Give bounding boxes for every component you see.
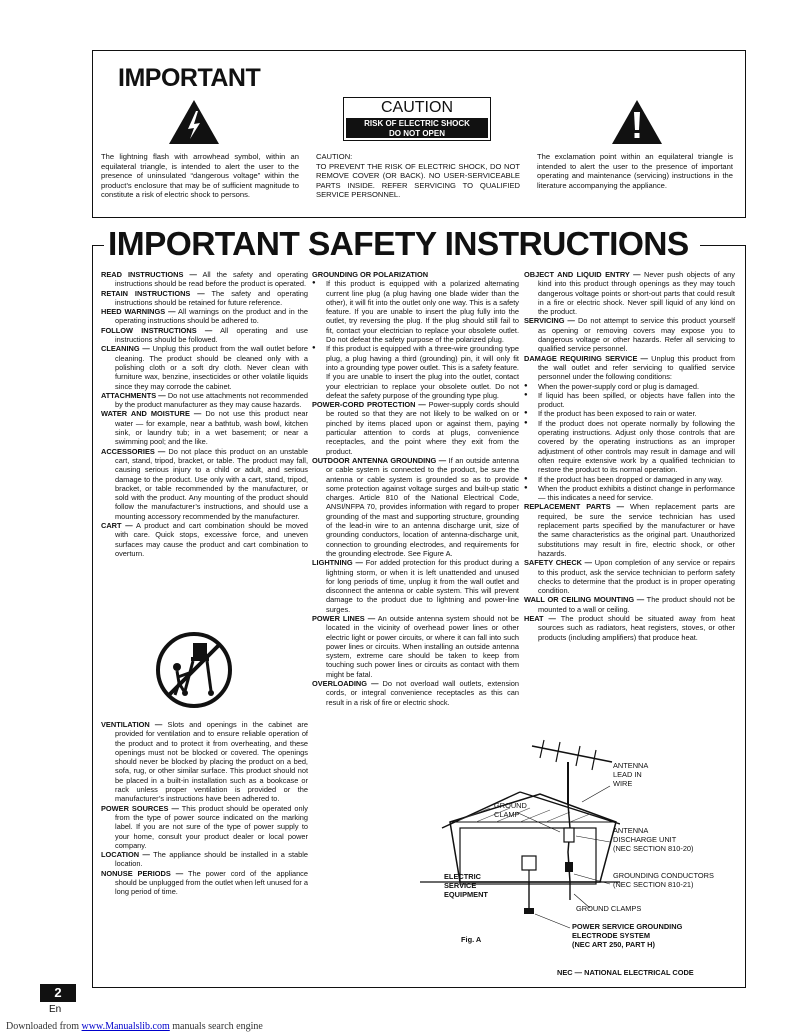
instruction-heading: NONUSE PERIODS —	[101, 868, 184, 878]
instruction-text: For added protection for this product during a lightning storm, or when it is left unattended and unused for long periods of time, unplug it from the wall outlet and disconnect the antenna or cable system. This will prevent damage to the product due to lightning and power-line surges.	[326, 558, 520, 614]
instruction-text: The product should be situated away from heat sources such as radiators, heat registers, stoves, or other products (including amplifiers) that produce heat.	[538, 613, 736, 642]
instruction-heading: READ INSTRUCTIONS —	[101, 270, 197, 279]
bullet-item: ● If the product has been exposed to rain or water.	[524, 409, 735, 418]
instruction-entry	[101, 869, 308, 897]
caution-label	[343, 97, 491, 141]
instruction-heading: RETAIN INSTRUCTIONS —	[101, 288, 205, 298]
instruction-heading: CLEANING —	[101, 344, 150, 354]
instruction-text: An outside antenna system should not be located in the vicinity of overhead power lines or other electric light or power circuits, or where it can fall into such power lines or circuits. When installing an outside antenna system, extreme care should be taken to keep from touching such power lines or circuits as contact with them might be fatal.	[326, 613, 519, 679]
instruction-heading: ACCESSORIES —	[101, 446, 166, 456]
instruction-heading: SAFETY CHECK —	[524, 558, 593, 568]
exclamation-warning-icon	[611, 99, 663, 145]
label-electric-service: ELECTRIC SERVICE EQUIPMENT	[444, 872, 488, 899]
instruction-text: The appliance should be installed in a stable location.	[115, 850, 308, 869]
instruction-entry	[101, 409, 308, 446]
instruction-entry	[101, 326, 308, 345]
instruction-text: Do not use attachments not recommended by the product manufacturer as they may cause hazards.	[115, 390, 308, 410]
figure-caption: Fig. A	[461, 935, 482, 944]
instruction-text: All operating and use instructions should be followed.	[115, 325, 308, 345]
lightning-warning-icon	[168, 99, 220, 145]
label-power-service: POWER SERVICE GROUNDING ELECTRODE SYSTEM (NEC ART 250, PART H)	[572, 922, 683, 949]
instruction-heading: OUTDOOR ANTENNA GROUNDING —	[312, 455, 447, 465]
instruction-heading: SERVICING —	[524, 316, 575, 326]
caution-word: CAUTION	[381, 99, 453, 116]
instruction-text: All the safety and operating instructions should be read before the product is operated.	[115, 270, 308, 289]
instruction-text: When replacement parts are required, be sure the service technician has used replacement parts specified by the manufacturer or have the same characteristics as the original part. Unauthorized substitutions may result in fire, electric shock, or other hazards.	[538, 502, 735, 558]
instruction-entry	[524, 270, 735, 316]
instruction-text: Unplug this product from the wall outlet before cleaning. The product should be cleaned only with a polishing cloth or a soft dry cloth. Never clean with furniture wax, benzine, insecticides or other volatile liquids since they may corrode the cabinet.	[115, 344, 309, 391]
instruction-heading: WATER AND MOISTURE —	[101, 409, 202, 419]
instruction-heading: DAMAGE REQUIRING SERVICE —	[524, 353, 648, 363]
instruction-entry	[101, 804, 308, 850]
instruction-entry	[101, 270, 308, 289]
download-footer	[6, 1021, 263, 1032]
instruction-heading: LOCATION —	[101, 850, 150, 860]
cart-warning-icon	[155, 631, 233, 709]
frame-top-left	[92, 245, 104, 246]
caution-band-line2: DO NOT OPEN	[388, 129, 445, 138]
instruction-entry	[312, 558, 519, 614]
instruction-entry	[101, 720, 308, 804]
important-title: IMPORTANT	[118, 64, 261, 92]
bullet-item: ● If this product is equipped with a polarized alternating current line plug (a plug having one blade wider than the other), it will fit into the outlet only one way. This is a safety feature. If you are unable to insert the plug fully into the outlet, try reversing the plug. If the plug should still fail to fit, contact your electrician to replace your obsolete outlet. Do not defeat the safety purpose of the polarized plug.	[312, 279, 519, 344]
instruction-heading: HEED WARNINGS —	[101, 307, 176, 317]
instruction-heading: LIGHTNING —	[312, 558, 363, 568]
column-1b	[101, 720, 308, 897]
instruction-text: The safety and operating instructions should be retained for future reference.	[115, 288, 308, 307]
instruction-heading: WALL OR CEILING MOUNTING —	[524, 595, 645, 605]
label-grounding-conductors: GROUNDING CONDUCTORS (NEC SECTION 810-21)	[613, 871, 714, 889]
instruction-text: The product should not be mounted to a wall or ceiling.	[538, 595, 736, 614]
instruction-heading: POWER-CORD PROTECTION —	[312, 400, 426, 410]
instruction-heading: REPLACEMENT PARTS —	[524, 502, 625, 512]
grounding-heading-row	[312, 270, 519, 279]
instruction-entry	[312, 679, 519, 707]
nec-note: NEC — NATIONAL ELECTRICAL CODE	[557, 968, 694, 977]
instruction-entry	[101, 447, 308, 521]
instruction-entry	[101, 289, 308, 308]
instruction-text: Do not attempt to service this product yourself as opening or removing covers may expose you to dangerous voltage or other hazards. Refer all servicing to qualified service personnel.	[538, 316, 736, 354]
instruction-entry	[101, 521, 308, 558]
instruction-entry	[524, 614, 735, 642]
label-discharge-unit: ANTENNA DISCHARGE UNIT (NEC SECTION 810-20)	[613, 826, 694, 853]
instruction-heading: OVERLOADING —	[312, 679, 379, 689]
frame-top-right	[700, 245, 746, 246]
grounding-heading: GROUNDING OR POLARIZATION	[312, 270, 429, 279]
instruction-entry	[101, 344, 308, 390]
instruction-heading: FOLLOW INSTRUCTIONS —	[101, 325, 213, 335]
exclamation-description: The exclamation point within an equilateral triangle is intended to alert the user to the presence of important operating and maintenance (servicing) instructions in the literature accompanying the appliance.	[537, 152, 733, 190]
label-ground-clamp: GROUND CLAMP	[494, 801, 527, 819]
instruction-entry	[101, 850, 308, 869]
column-3	[524, 270, 735, 642]
instruction-text: The power cord of the appliance should be unplugged from the outlet when left unused for a long period of time.	[115, 868, 308, 897]
instruction-text: Power-supply cords should be routed so that they are not likely to be walked on or pinched by items placed upon or against them, paying particular attention to cords at plugs, convenience receptacles, and the point where they exit from the product.	[326, 400, 519, 456]
column-2	[312, 270, 519, 707]
instruction-text: Do not place this product on an unstable cart, stand, tripod, bracket, or table. The product may fall, causing serious injury to a child or adult, and serious damage to the product. Use only with a cart, stand, tripod, bracket, or table recommended by the manufacturer, or sold with the product. Any mounting of the product should follow the manufacturer’s instructions, and should use a mounting accessory recommended by the manufacturer.	[115, 446, 308, 521]
safety-title: IMPORTANT SAFETY INSTRUCTIONS	[108, 226, 689, 263]
bullet-item: ● When the power-supply cord or plug is damaged.	[524, 382, 735, 391]
caution-band-line1: RISK OF ELECTRIC SHOCK	[364, 119, 470, 128]
instruction-entry	[524, 316, 735, 353]
instruction-entry	[312, 400, 519, 456]
page-number: 2	[40, 984, 76, 1002]
bullet-item: ● If this product is equipped with a three-wire grounding type plug, a plug having a third (grounding) pin, it will only fit into a grounding type power outlet. This is a safety feature. If you are unable to insert the plug into the outlet, contact your electrician to replace your obsolete outlet. Do not defeat the safety purpose of the grounding type plug.	[312, 344, 519, 400]
footer-suffix: manuals search engine	[169, 1021, 263, 1032]
label-ground-clamps: GROUND CLAMPS	[576, 904, 642, 913]
instruction-heading: VENTILATION —	[101, 720, 163, 729]
lightning-description: The lightning flash with arrowhead symbol, within an equilateral triangle, is intended to alert the user to the presence of uninsulated “dangerous voltage” within the product’s enclosure that may be of sufficient magnitude to constitute a risk of electric shock to persons.	[101, 152, 299, 200]
instruction-entry	[312, 614, 519, 679]
instruction-text: If an outside antenna or cable system is connected to the product, be sure the antenna or cable system is grounded so as to provide some protection against voltage surges and built-up static charges. Article 810 of the National Electrical Code, ANSI/NFPA 70, provides information with regard to proper grounding of the mast and supporting structure, grounding of the lead-in wire to an antenna discharge unit, size of grounding conductors, location of antenna-discharge unit, connection to grounding electrodes, and requirements for the grounding electrode. See Figure A.	[326, 455, 519, 558]
bullet-item: ● If liquid has been spilled, or objects have fallen into the product.	[524, 391, 735, 410]
caution-band	[346, 118, 488, 138]
instruction-text: Never push objects of any kind into this product through openings as they may touch dangerous voltage points or short-out parts that could result in a fire or electric shock. Never spill liquid of any kind on the product.	[538, 270, 735, 317]
instruction-entry	[101, 391, 308, 410]
instruction-text: This product should be operated only from the type of power source indicated on the marking label. If you are not sure of the type of power supply to your home, consult your product dealer or local power company.	[115, 803, 308, 850]
instruction-entry	[524, 502, 735, 558]
instruction-text: All warnings on the product and in the operating instructions should be adhered to.	[115, 307, 308, 326]
page-language: En	[49, 1004, 62, 1015]
instruction-heading: POWER LINES —	[312, 613, 376, 623]
bullet-item: ● When the product exhibits a distinct change in performance — this indicates a need for service.	[524, 484, 735, 503]
label-antenna-lead: ANTENNA LEAD IN WIRE	[613, 761, 649, 788]
instruction-heading: HEAT —	[524, 613, 556, 623]
instruction-heading: ATTACHMENTS —	[101, 390, 166, 400]
instruction-heading: OBJECT AND LIQUID ENTRY —	[524, 270, 641, 279]
instruction-entry	[524, 595, 735, 614]
instruction-entry	[524, 558, 735, 595]
bullet-item: ● If the product has been dropped or damaged in any way.	[524, 475, 735, 484]
instruction-text: Do not use this product near water — for example, near a bathtub, wash bowl, kitchen sink, or laundry tub; in a wet basement; or near a swimming pool; and the like.	[115, 409, 309, 447]
instruction-text: Slots and openings in the cabinet are provided for ventilation and to ensure reliable operation of the product and to protect it from overheating, and these openings must not be blocked or covered. The openings should never be blocked by placing the product on a bed, sofa, rug, or other similar surface. This product should not be placed in a built-in installation such as a bookcase or rack unless proper ventilation is provided or the manufacturer’s instructions have been adhered to.	[115, 720, 308, 804]
bullet-item: ● If the product does not operate normally by following the operating instructions. Adjust only those controls that are covered by the operating instructions as an improper adjustment of other controls may result in damage and will often require extensive work by a qualified technician to restore the product to its normal operation.	[524, 419, 735, 475]
instruction-text: Do not overload wall outlets, extension cords, or integral convenience receptacles as this can result in a risk of fire or electric shock.	[326, 679, 520, 707]
instruction-heading: CART —	[101, 521, 133, 531]
instruction-text: A product and cart combination should be moved with care. Quick stops, excessive force, and uneven surfaces may cause the product and cart combination to overturn.	[115, 521, 308, 558]
instruction-text: Upon completion of any service or repairs to this product, ask the service technician to perform safety checks to determine that the product is in proper operating condition.	[538, 558, 735, 596]
caution-description: CAUTION: TO PREVENT THE RISK OF ELECTRIC SHOCK, DO NOT REMOVE COVER (OR BACK). NO USER-SERVICEABLE PARTS INSIDE. REFER SERVICING TO QUALIFIED SERVICE PERSONNEL.	[316, 152, 520, 200]
instruction-entry	[524, 354, 735, 382]
instruction-entry	[101, 307, 308, 326]
column-1	[101, 270, 308, 558]
instruction-heading: POWER SOURCES —	[101, 803, 179, 813]
instruction-text: Unplug this product from the wall outlet and refer servicing to qualified service personnel under the following conditions:	[538, 353, 735, 382]
instruction-entry	[312, 456, 519, 558]
footer-prefix: Downloaded from	[6, 1021, 82, 1032]
manualslib-link[interactable]: www.Manualslib.com	[81, 1021, 170, 1032]
